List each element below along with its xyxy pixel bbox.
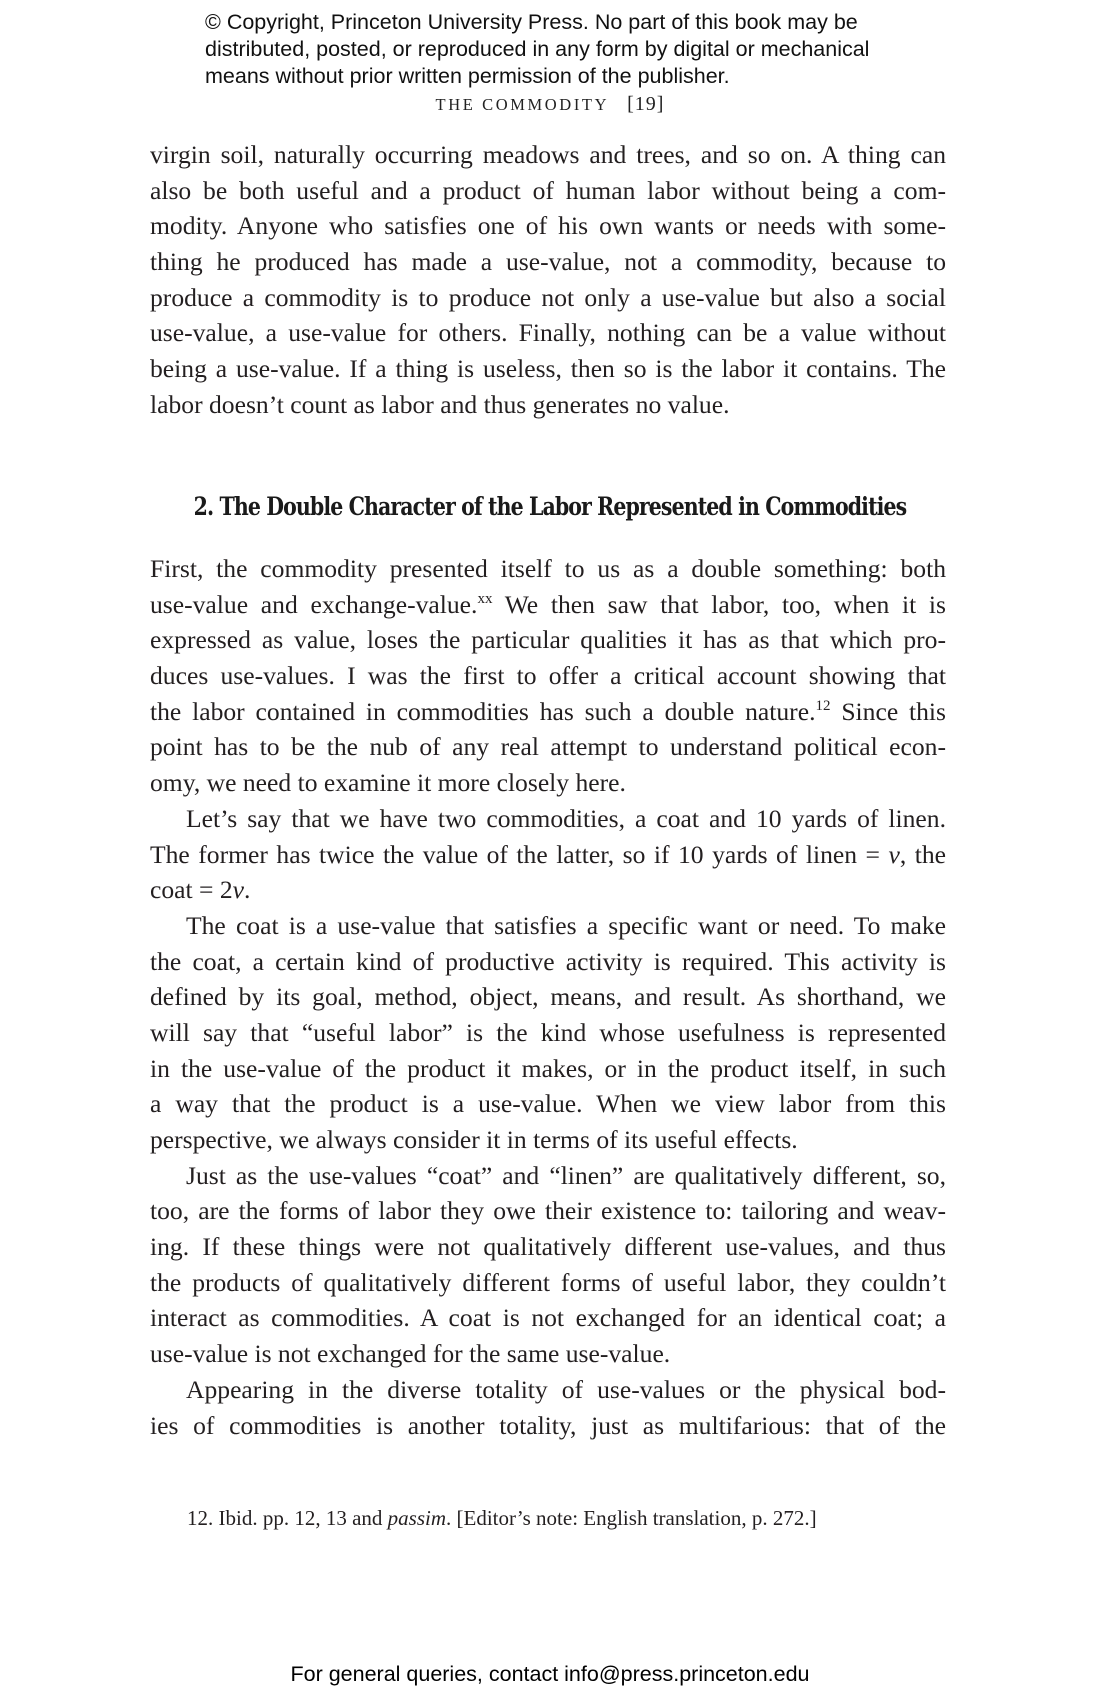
- text-line: will say that “useful labor” is the kind whose usefulness is represented: [150, 1017, 946, 1047]
- running-head-title: THE COMMODITY: [435, 95, 610, 114]
- text-line: thing he produced has made a use-value, not a commodity, because to: [150, 247, 946, 277]
- paragraph: [150, 551, 946, 801]
- text-line: produce a commodity is to produce not only a use-value but also a social: [150, 282, 946, 312]
- page-number: [19]: [627, 93, 665, 115]
- text-span: Since this: [830, 696, 946, 726]
- text-line: perspective, we always consider it in terms of its useful effects.: [150, 1125, 798, 1154]
- text-span: The former has twice the value of the latter, so if 10 yards of linen =: [150, 839, 889, 869]
- copyright-notice: [205, 9, 925, 90]
- text-line: being a use-value. If a thing is useless, then so is the labor it contains. The: [150, 354, 946, 384]
- text-line: expressed as value, loses the particular qualities it has as that which pro-: [150, 625, 946, 655]
- text-line: a way that the product is a use-value. When we view labor from this: [150, 1089, 946, 1119]
- text-line: too, are the forms of labor they owe their existence to: tailoring and weav-: [150, 1196, 946, 1226]
- text-line: labor doesn’t count as labor and thus generates no value.: [150, 389, 730, 419]
- copyright-line: © Copyright, Princeton University Press. No part of this book may be: [205, 10, 858, 34]
- paragraph: [150, 801, 946, 908]
- footnote-text: . [Editor’s note: English translation, p. 272.]: [446, 1506, 817, 1530]
- footnote-marker-xx[interactable]: xx: [477, 590, 493, 607]
- text-span: use-value and exchange-value.: [150, 589, 478, 619]
- text-line: Just as the use-values “coat” and “linen” are qualitatively different, so,: [186, 1160, 946, 1190]
- text-line: Let’s say that we have two commodities, a coat and 10 yards of linen.: [186, 803, 946, 833]
- section-heading: 2. The Double Character of the Labor Represented in Commodities: [193, 492, 907, 521]
- text-span: .: [244, 875, 251, 905]
- text-line: modity. Anyone who satisfies one of his own wants or needs with some-: [150, 211, 946, 241]
- text-span: , the: [899, 839, 946, 869]
- math-variable: v: [888, 839, 900, 869]
- footnote-italic: passim: [387, 1506, 447, 1530]
- text-line: Appearing in the diverse totality of use-values or the physical bod-: [186, 1374, 946, 1404]
- text-span: the labor contained in commodities has such a double nature.: [150, 696, 816, 726]
- text-line: [150, 694, 946, 730]
- text-line: [150, 837, 946, 873]
- copyright-line: distributed, posted, or reproduced in any form by digital or mechanical: [205, 37, 870, 61]
- text-line: also be both useful and a product of human labor without being a com-: [150, 175, 946, 205]
- text-line: use-value is not exchanged for the same use-value.: [150, 1339, 671, 1369]
- text-span: We then saw that labor, too, when it is: [492, 589, 946, 619]
- paragraph: [150, 908, 946, 1158]
- footnote-marker-12[interactable]: 12: [815, 697, 831, 714]
- math-variable: v: [232, 875, 245, 905]
- text-line: interact as commodities. A coat is not exchanged for an identical coat; a: [150, 1303, 946, 1333]
- text-line: duces use-values. I was the first to offer a critical account showing that: [150, 661, 946, 691]
- text-line: in the use-value of the product it makes, or in the product itself, in such: [150, 1053, 946, 1083]
- copyright-line: means without prior written permission of the publisher.: [205, 64, 730, 88]
- text-line: use-value, a use-value for others. Finally, nothing can be a value without: [150, 318, 946, 348]
- text-line: the coat, a certain kind of productive activity is required. This activity is: [150, 946, 946, 976]
- text-line: omy, we need to examine it more closely here.: [150, 768, 626, 798]
- text-line: ies of commodities is another totality, just as multifarious: that of the: [150, 1410, 946, 1440]
- text-line: The coat is a use-value that satisfies a specific want or need. To make: [186, 910, 946, 940]
- text-line: [150, 872, 946, 908]
- paragraph: [150, 1372, 946, 1443]
- text-span: coat = 2: [150, 875, 233, 905]
- footnote-12: [187, 1506, 817, 1531]
- text-line: ing. If these things were not qualitatively different use-values, and thus: [150, 1232, 946, 1262]
- section-body: [150, 551, 946, 1443]
- text-line: [150, 587, 946, 623]
- footnote-text: 12. Ibid. pp. 12, 13 and: [187, 1506, 388, 1530]
- text-line: First, the commodity presented itself to us as a double something: both: [150, 554, 946, 583]
- text-line: virgin soil, naturally occurring meadows and trees, and so on. A thing can: [150, 140, 946, 169]
- footer-notice: For general queries, contact info@press.princeton.edu: [290, 1662, 810, 1686]
- text-line: the products of qualitatively different forms of useful labor, they couldn’t: [150, 1267, 946, 1297]
- running-head: [0, 93, 1100, 116]
- text-line: defined by its goal, method, object, means, and result. As shorthand, we: [150, 982, 946, 1012]
- text-line: point has to be the nub of any real attempt to understand political econ-: [150, 732, 946, 762]
- paragraph: [150, 1158, 946, 1372]
- continuation-paragraph: [150, 137, 946, 423]
